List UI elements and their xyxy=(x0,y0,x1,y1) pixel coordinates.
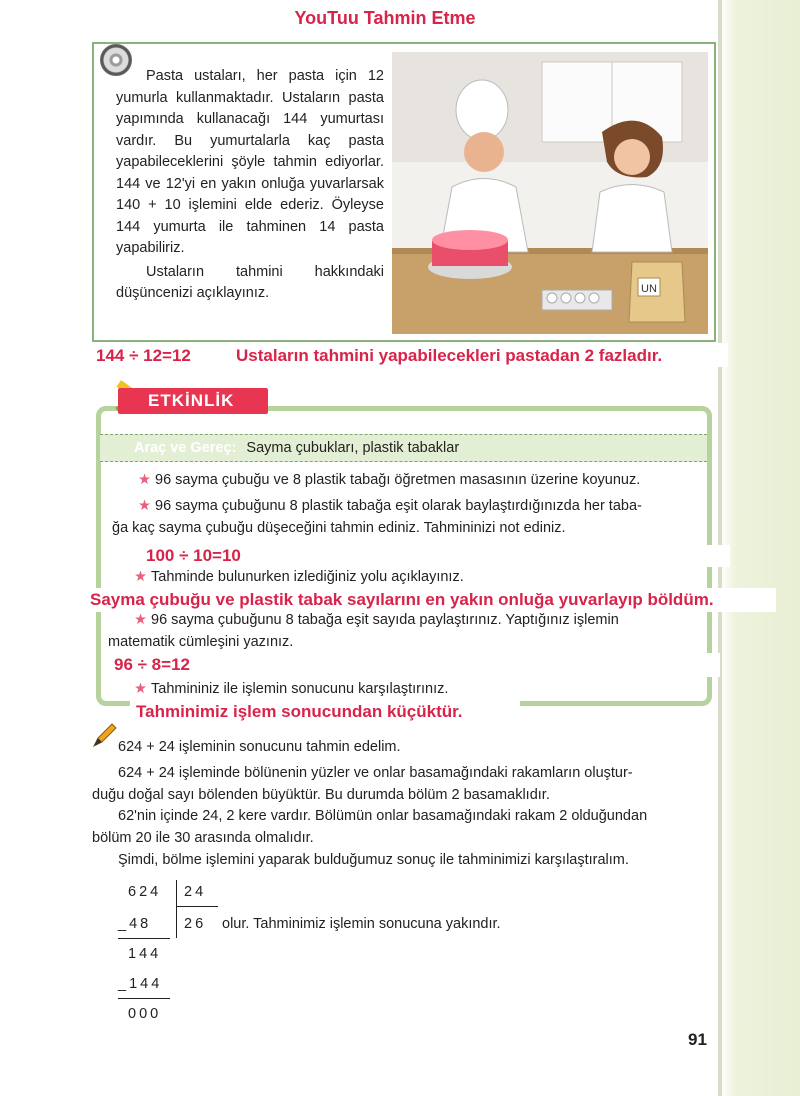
story-text xyxy=(116,66,384,305)
step-3: ★ Tahminde bulunurken izlediğiniz yolu açıklayınız. xyxy=(134,569,464,585)
division-bar xyxy=(176,880,177,938)
example-line-4: 62'nin içinde 24, 2 kere vardır. Bölümün onlar basamağındaki rakam 2 olduğundan xyxy=(118,808,648,824)
step-4-line-1: ★ 96 sayma çubuğunu 8 tabağa eşit sayıda paylaştırınız. Yaptığınız işlemin xyxy=(134,612,619,628)
page-title: YouTuu Tahmin Etme xyxy=(294,8,476,28)
answer-5-text: Tahminimiz işlem sonucundan küçüktür. xyxy=(136,702,463,721)
step-2-line-2: ğa kaç sayma çubuğu düşeceğini tahmin ediniz. Tahmininizi not ediniz. xyxy=(112,520,566,536)
chefs-illustration xyxy=(392,52,708,334)
subtrahend-1: _48 xyxy=(118,916,152,932)
answer-highlight xyxy=(110,653,720,677)
example-line-5: bölüm 20 ile 30 arasında olmalıdır. xyxy=(92,830,314,846)
quotient: 26 xyxy=(184,916,207,932)
star-icon: ★ xyxy=(134,681,147,697)
remainder-1: 144 xyxy=(128,946,162,962)
step-4-line-2: matematik cümleşini yazınız. xyxy=(108,634,294,650)
step-5: ★ Tahmininiz ile işlemin sonucunu karşılaştırınız. xyxy=(134,681,449,697)
answer-1-text: Ustaların tahmini yapabilecekleri pastadan 2 fazladır. xyxy=(236,346,663,365)
example-line-3: duğu doğal sayı bölenden büyüktür. Bu durumda bölüm 2 basamaklıdır. xyxy=(92,787,550,803)
example-line-2: 624 + 24 işleminde bölünenin yüzler ve onlar basamağındaki rakamların oluştur- xyxy=(118,765,633,781)
answer-1-equation: 144 ÷ 12=12 xyxy=(96,346,191,365)
answer-3-text: Sayma çubuğu ve plastik tabak sayılarını en yakın onluğa yuvarlayıp böldüm. xyxy=(90,590,714,609)
answer-4-equation: 96 ÷ 8=12 xyxy=(114,655,190,674)
step-2-line-1: ★ 96 sayma çubuğunu 8 plastik tabağa eşit olarak baylaştırdığınızda her taba- xyxy=(138,498,642,514)
quotient-rule xyxy=(176,906,218,907)
story-paragraph-1: Pasta ustaları, her pasta için 12 yumurla kullanmaktadır. Ustaların pasta yapımında kullanacağı 144 yumurtası vardır. Bu yumurtalarla kaç pasta yapabileceklerini şöyle tahmin ediyorlar. 144 ve 12'yi en yakın onluğa yuvarlarsak 140 + 10 işlemini elde ederiz. Öyleyse 144 yumurta ile tahminen 14 pasta yapabiliriz. xyxy=(116,68,384,256)
page-number: 91 xyxy=(688,1030,707,1049)
answer-2-equation: 100 ÷ 10=10 xyxy=(146,546,241,565)
division-comment: olur. Tahminimiz işlemin sonucuna yakındır. xyxy=(222,916,501,932)
tools-value: Sayma çubukları, plastik tabaklar xyxy=(246,440,460,456)
story-paragraph-2: Ustaların tahmini hakkındaki düşüncenizi açıklayınız. xyxy=(116,263,384,301)
flour-label: UN xyxy=(641,283,657,295)
subtraction-rule xyxy=(118,998,170,999)
subtrahend-2: _144 xyxy=(118,976,163,992)
subtraction-rule xyxy=(118,938,170,939)
example-line-6: Şimdi, bölme işlemini yaparak bulduğumuz sonuç ile tahminimizi karşılaştıralım. xyxy=(118,852,629,868)
star-icon: ★ xyxy=(134,612,147,628)
tools-bar xyxy=(100,434,707,462)
star-icon: ★ xyxy=(138,472,151,488)
remainder-2: 000 xyxy=(128,1006,162,1022)
star-icon: ★ xyxy=(138,498,151,514)
etkinlik-banner: ETKİNLİK xyxy=(118,388,268,414)
example-line-1: 624 + 24 işleminin sonucunu tahmin edelim. xyxy=(118,739,401,755)
step-1: ★ 96 sayma çubuğu ve 8 plastik tabağı öğretmen masasının üzerine koyunuz. xyxy=(138,472,641,488)
pencil-icon xyxy=(90,720,120,750)
star-icon: ★ xyxy=(134,569,147,585)
divisor: 24 xyxy=(184,884,207,900)
tools-label: Araç ve Gereç: xyxy=(134,440,237,456)
dividend: 624 xyxy=(128,884,162,900)
